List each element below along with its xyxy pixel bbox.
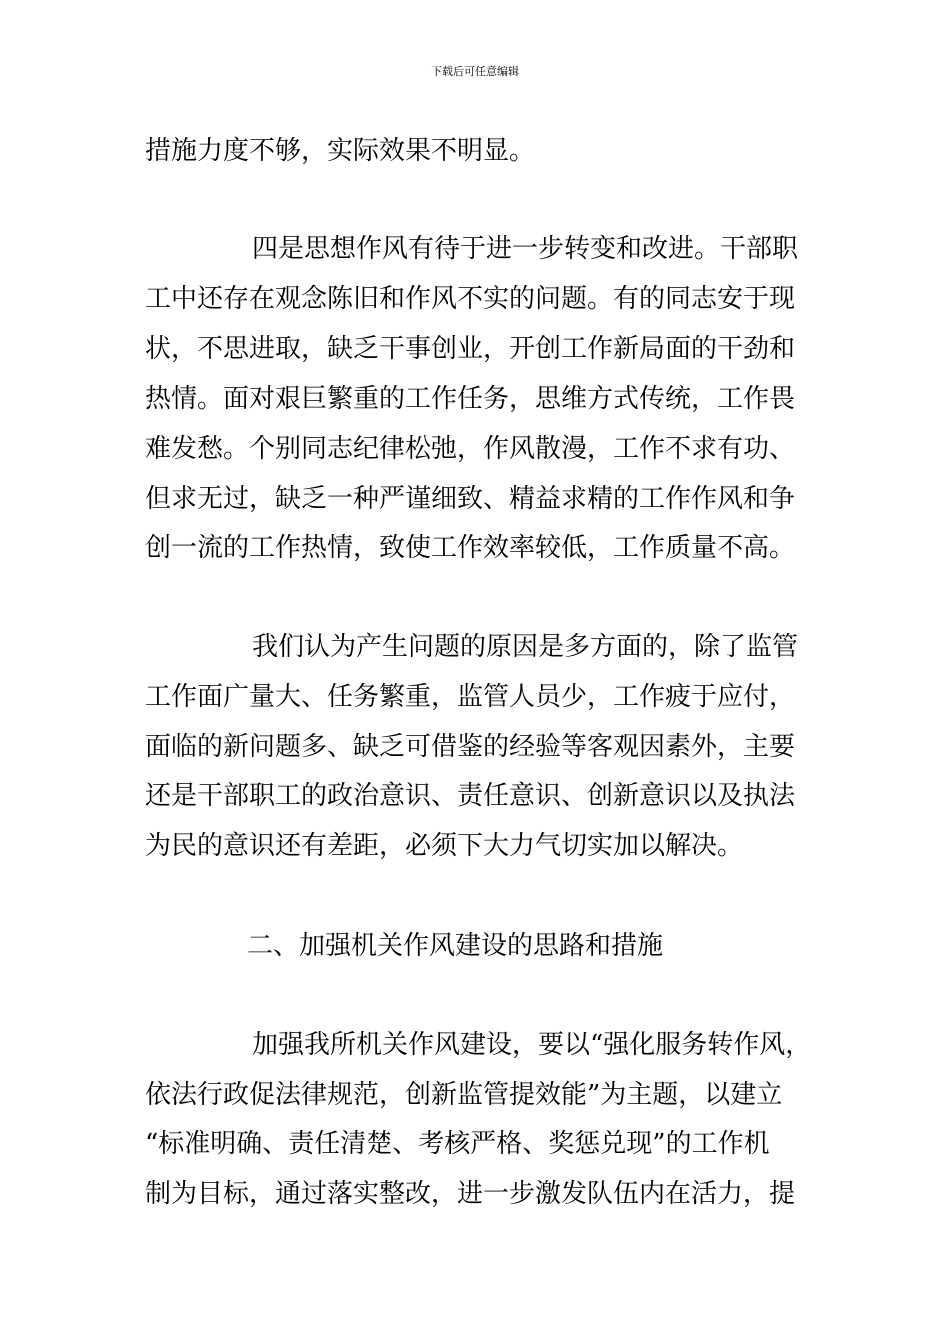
body-line-18: 制为目标，通过落实整改，进一步激发队伍内在活力，提 [145,1179,796,1209]
body-line-8: 创一流的工作热情，致使工作效率较低，工作质量不高。 [145,533,796,563]
body-line-3: 工中还存在观念陈旧和作风不实的问题。有的同志安于现 [145,284,796,314]
body-line-10: 工作面广量大、任务繁重，监管人员少，工作疲于应付， [145,682,796,712]
body-line-6: 难发愁。个别同志纪律松弛，作风散漫，工作不求有功、 [145,434,796,464]
body-line-9: 我们认为产生问题的原因是多方面的，除了监管 [252,632,799,662]
body-line-2: 四是思想作风有待于进一步转变和改进。干部职 [252,234,799,264]
body-line-5: 热情。面对艰巨繁重的工作任务，思维方式传统，工作畏 [145,384,796,414]
body-line-4: 状，不思进取，缺乏干事创业，开创工作新局面的干劲和 [145,334,796,364]
body-line-13: 为民的意识还有差距，必须下大力气切实加以解决。 [145,831,744,861]
section-heading: 二、加强机关作风建设的思路和措施 [247,931,664,961]
body-line-1: 措施力度不够，实际效果不明显。 [145,136,536,166]
body-line-17: “标准明确、责任清楚、考核严格、奖惩兑现”的工作机 [145,1129,770,1159]
body-line-15: 加强我所机关作风建设，要以“强化服务转作风， [252,1030,812,1060]
body-line-11: 面临的新问题多、缺乏可借鉴的经验等客观因素外，主要 [145,732,796,762]
body-line-7: 但求无过，缺乏一种严谨细致、精益求精的工作作风和争 [145,484,796,514]
body-line-12: 还是干部职工的政治意识、责任意识、创新意识以及执法 [145,781,796,811]
body-line-16: 依法行政促法律规范，创新监管提效能”为主题，以建立 [145,1080,783,1110]
page-header: 下载后可任意编辑 [431,65,519,78]
